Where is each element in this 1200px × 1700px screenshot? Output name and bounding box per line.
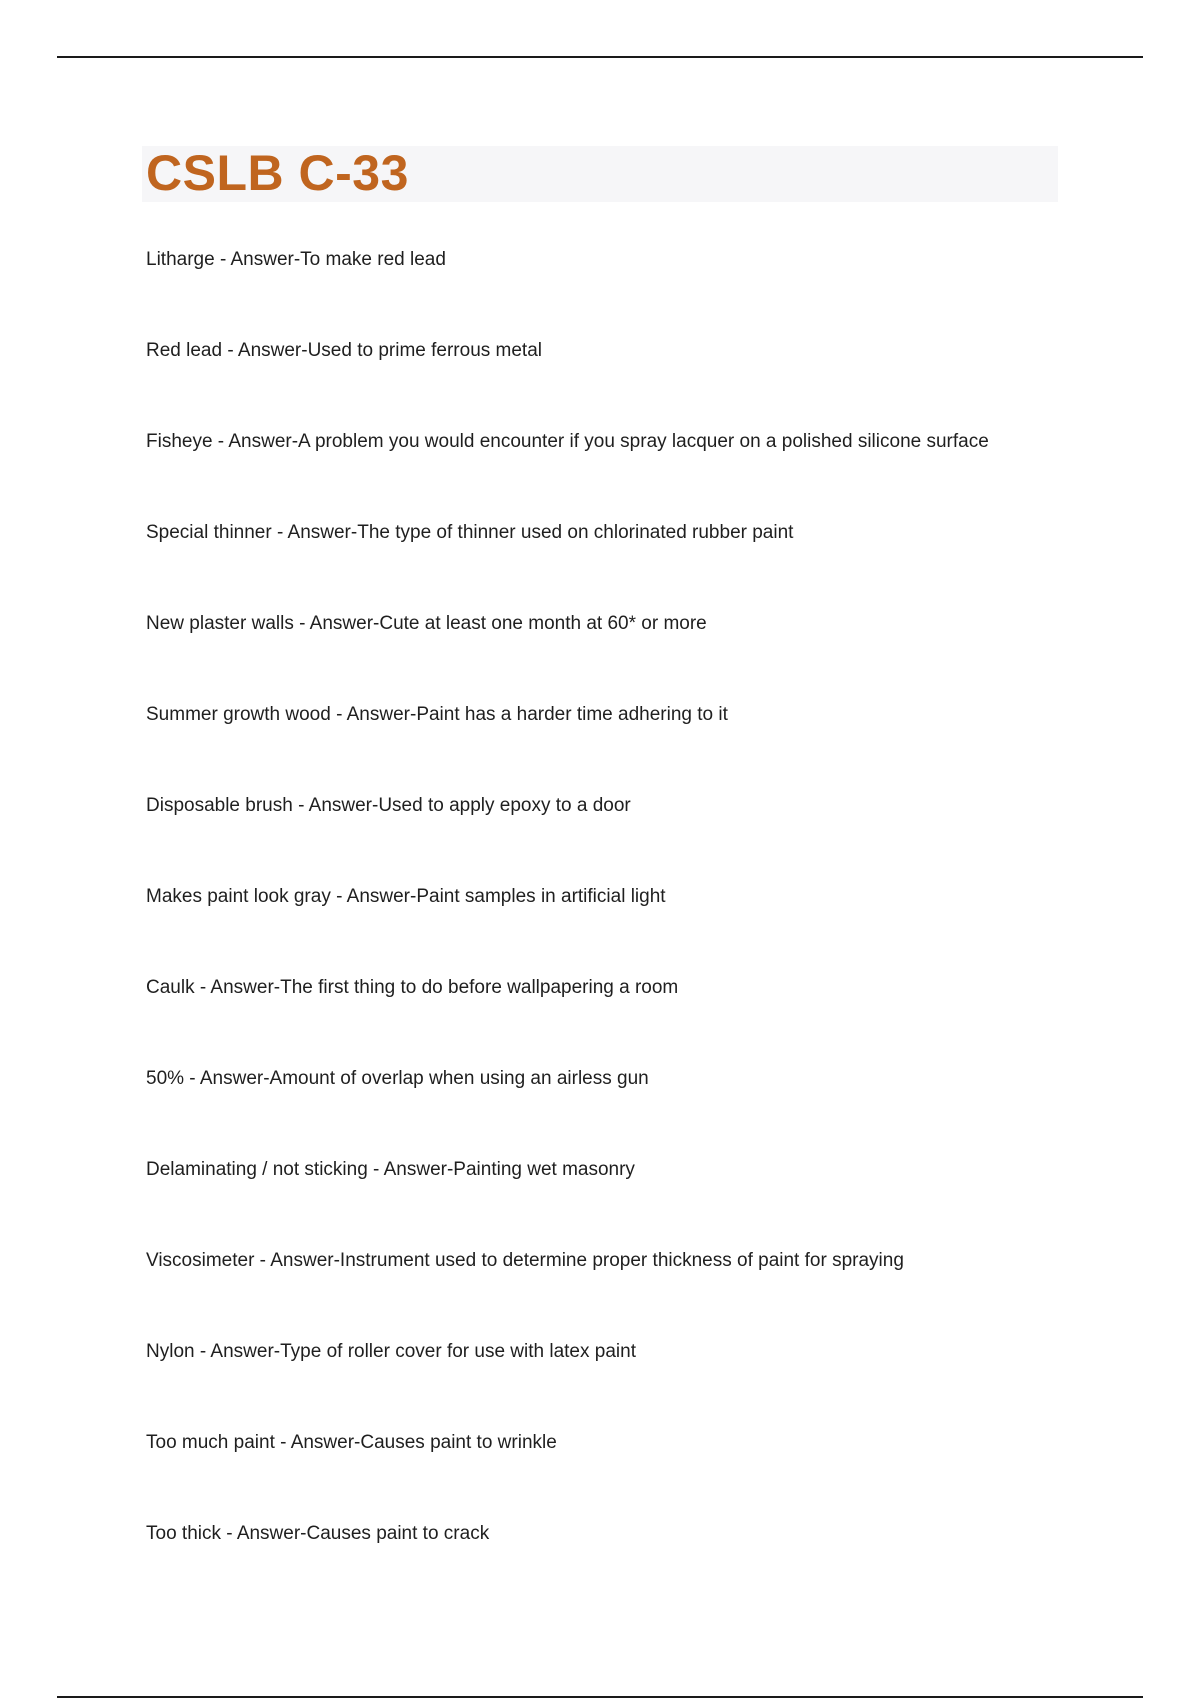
- qa-item: Caulk - Answer-The first thing to do before wallpapering a room: [146, 977, 679, 998]
- bottom-rule: [57, 1696, 1143, 1698]
- qa-item: Red lead - Answer-Used to prime ferrous metal: [146, 340, 542, 361]
- qa-item: Too thick - Answer-Causes paint to crack: [146, 1523, 490, 1544]
- qa-list: [146, 244, 1106, 1609]
- qa-item: Fisheye - Answer-A problem you would encounter if you spray lacquer on a polished silicone surface: [146, 431, 989, 452]
- qa-item: Viscosimeter - Answer-Instrument used to determine proper thickness of paint for spraying: [146, 1250, 904, 1271]
- top-rule: [57, 56, 1143, 58]
- qa-item: 50% - Answer-Amount of overlap when using an airless gun: [146, 1068, 649, 1089]
- document-title: CSLB C-33: [146, 145, 409, 201]
- qa-item: Disposable brush - Answer-Used to apply epoxy to a door: [146, 795, 631, 816]
- qa-item: Too much paint - Answer-Causes paint to wrinkle: [146, 1432, 557, 1453]
- qa-item: Delaminating / not sticking - Answer-Painting wet masonry: [146, 1159, 635, 1180]
- qa-item: Summer growth wood - Answer-Paint has a harder time adhering to it: [146, 704, 728, 725]
- qa-item: New plaster walls - Answer-Cute at least one month at 60* or more: [146, 613, 707, 634]
- qa-item: Litharge - Answer-To make red lead: [146, 249, 446, 270]
- qa-item: Makes paint look gray - Answer-Paint samples in artificial light: [146, 886, 666, 907]
- qa-item: Special thinner - Answer-The type of thinner used on chlorinated rubber paint: [146, 522, 794, 543]
- qa-item: Nylon - Answer-Type of roller cover for use with latex paint: [146, 1341, 636, 1362]
